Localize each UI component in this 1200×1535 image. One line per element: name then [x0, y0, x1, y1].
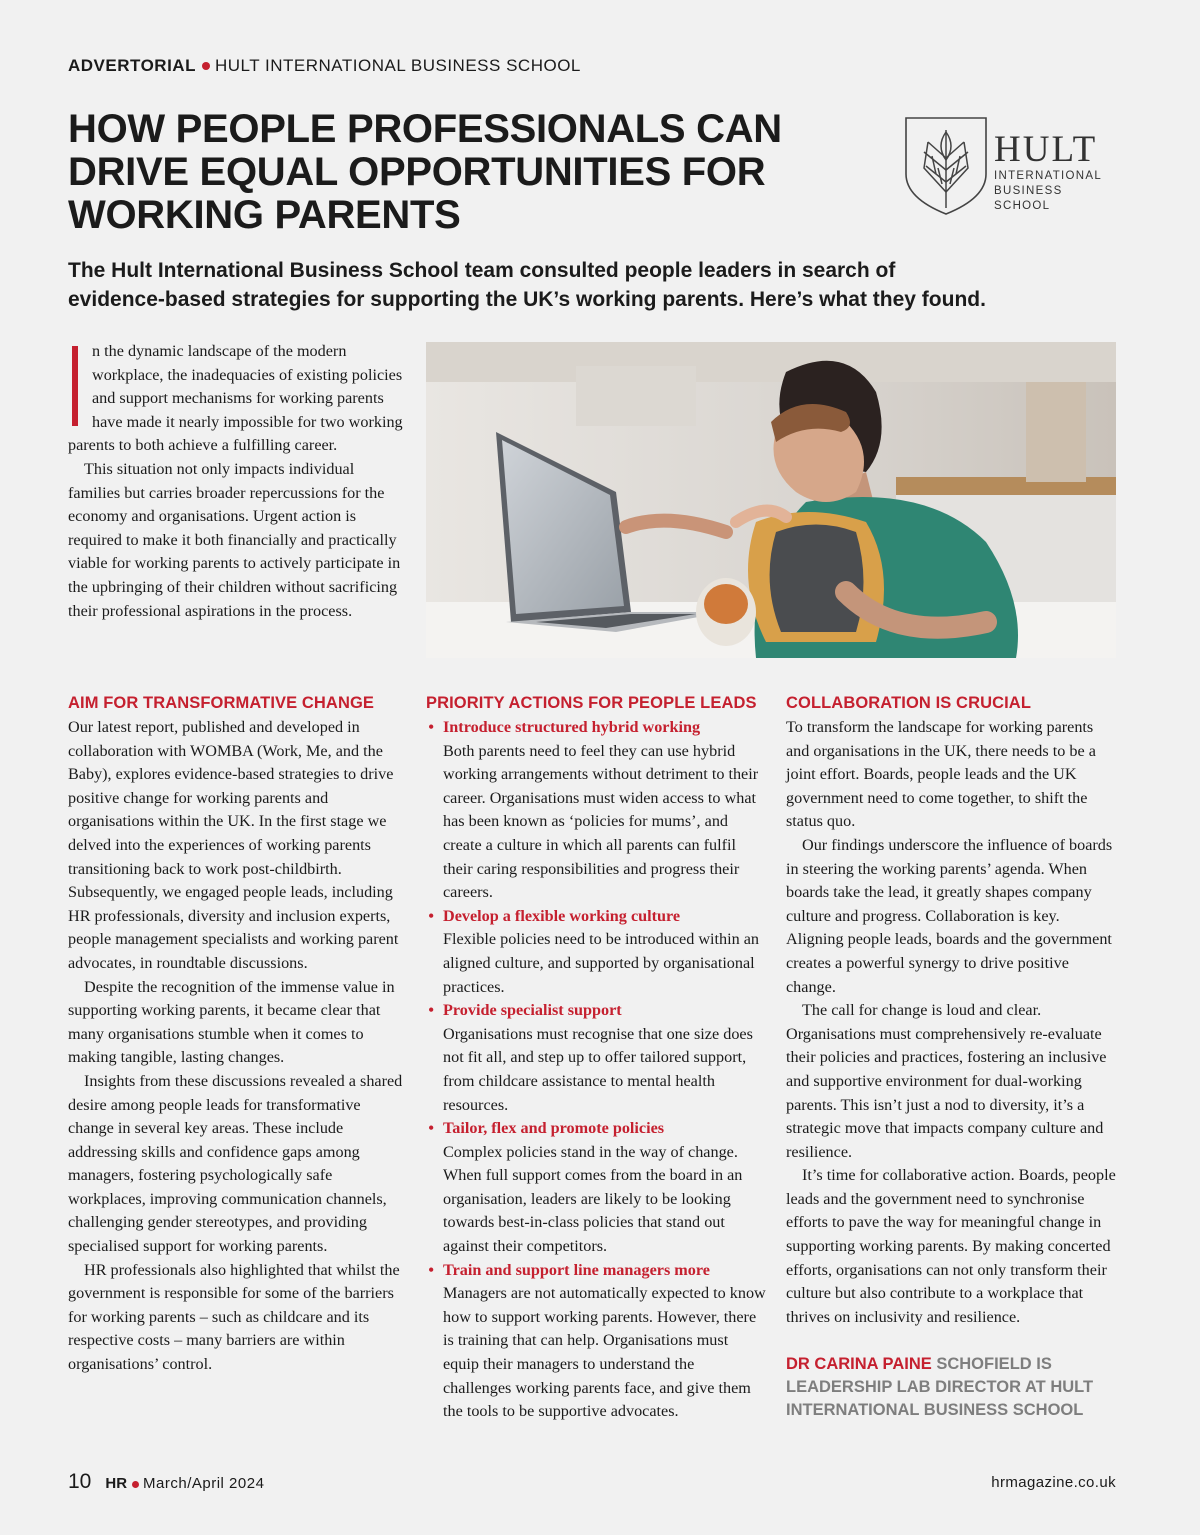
body-paragraph: Despite the recognition of the immense value in supporting working parents, it became clear that many organisations stumble when it comes to making tangible, lasting changes.	[68, 977, 395, 1067]
body-paragraph: To transform the landscape for working parents and organisations in the UK, there needs to be a joint effort. Boards, people leads and the UK government need to come together, to shift the status quo.	[786, 718, 1096, 831]
section-heading: AIM FOR TRANSFORMATIVE CHANGE	[68, 694, 374, 712]
headline-line: HOW PEOPLE PROFESSIONALS CAN	[68, 107, 782, 151]
footer-dot	[132, 1481, 139, 1488]
list-item	[426, 1259, 766, 1424]
list-item-body: Organisations must recognise that one size does not fit all, and step up to offer tailored support, from childcare assistance to mental health resources.	[443, 1024, 753, 1114]
magazine-name: HR	[105, 1475, 128, 1492]
author-byline	[786, 1353, 1120, 1422]
intro-paragraph-text: n the dynamic landscape of the modern workplace, the inadequacies of existing policies and support mechanisms for working parents have made it nearly impossible for two working parents to both achieve a fulfilling career.	[68, 342, 403, 455]
father-child-laptop-photo	[426, 342, 1116, 658]
page-number: 10	[68, 1470, 92, 1493]
standfirst	[68, 256, 1138, 314]
body-paragraph: Our latest report, published and developed in collaboration with WOMBA (Work, Me, and the Baby), explores evidence-based strategies to drive positive change for working parents and organisations within the UK. In the first stage we delved into the experiences of working parents transitioning back to work post-childbirth. Subsequently, we engaged people leads, including HR professionals, diversity and inclusion experts, people management specialists and working parent advocates, in roundtable discussions.	[68, 718, 399, 972]
intro-text	[68, 340, 404, 623]
column-collaboration	[786, 692, 1120, 1422]
column-priority-actions	[426, 692, 766, 1424]
body-paragraph: Insights from these discussions revealed a shared desire among people leads for transformative change in several key areas. These include addressing skills and confidence gaps among managers, fostering psychologically safe workplaces, improving communication channels, challenging gender stereotypes, and providing specialised support for working parents.	[68, 1071, 403, 1256]
standfirst-line: The Hult International Business School team consulted people leaders in search of	[68, 259, 896, 282]
body-paragraph: Our findings underscore the influence of boards in steering the working parents’ agenda. When boards take the lead, it greatly shapes company culture and progress. Collaboration is key. Aligning people leads, boards and the government creates a powerful synergy to drive positive change.	[786, 835, 1113, 996]
body-paragraph: It’s time for collaborative action. Boards, people leads and the government need to synchronise efforts to pave the way for meaningful change in supporting working parents. By making concerted efforts, organisations can not only transform their culture but also contribute to a workplace that thrives on inclusivity and resilience.	[786, 1166, 1116, 1326]
list-item-body: Managers are not automatically expected to know how to support working parents. However, there is training that can help. Organisations must equip their managers to understand the challenges working parents face, and give them the tools to be supportive advocates.	[443, 1284, 766, 1421]
list-item-title: • Develop a flexible working culture	[443, 906, 681, 925]
logo-subtitle-line: INTERNATIONAL	[994, 170, 1103, 182]
headline-line: DRIVE EQUAL OPPORTUNITIES FOR	[68, 150, 766, 194]
body-paragraph: The call for change is loud and clear. Organisations must comprehensively re-evaluate their policies and practices, fostering an inclusive and supportive environment for dual-working parents. This isn’t just a nod to diversity, it’s a strategic move that impacts company culture and resilience.	[786, 1001, 1107, 1161]
section-heading: PRIORITY ACTIONS FOR PEOPLE LEADS	[426, 694, 757, 712]
hult-logo	[902, 112, 1118, 218]
list-item-title: • Tailor, flex and promote policies	[443, 1119, 665, 1138]
list-item-body: Complex policies stand in the way of change. When full support comes from the board in an organisation, leaders are likely to be looking towards best-in-class policies that stand out against their competitors.	[443, 1142, 743, 1256]
list-item	[426, 716, 766, 905]
body-paragraph: HR professionals also highlighted that whilst the government is responsible for some of the barriers for working parents – such as childcare and its respective costs – many barriers are within organisations’ control.	[68, 1260, 400, 1374]
list-item-title: • Train and support line managers more	[443, 1260, 710, 1279]
kicker-sponsor: HULT INTERNATIONAL BUSINESS SCHOOL	[214, 56, 581, 75]
list-item	[426, 1117, 766, 1259]
priority-actions-list	[426, 716, 766, 1424]
standfirst-line: evidence-based strategies for supporting the UK’s working parents. Here’s what they found.	[68, 288, 986, 311]
kicker-dot	[202, 62, 210, 70]
column-transformative-change	[68, 692, 404, 1377]
kicker-label: ADVERTORIAL	[68, 56, 196, 75]
footer-url: hrmagazine.co.uk	[991, 1474, 1116, 1491]
footer-folio	[68, 1470, 264, 1494]
list-item-body: Flexible policies need to be introduced within an aligned culture, and supported by organisational practices.	[443, 930, 760, 996]
list-item-title: • Introduce structured hybrid working	[443, 718, 701, 736]
drop-cap	[68, 344, 84, 430]
list-item	[426, 905, 766, 999]
list-item-title: • Provide specialist support	[443, 1001, 622, 1020]
intro-paragraph	[68, 340, 404, 458]
author-name: DR CARINA PAINE	[786, 1355, 932, 1374]
logo-wordmark: HULT	[994, 129, 1098, 170]
leaf-shield-icon	[902, 112, 990, 218]
issue-date: March/April 2024	[143, 1475, 265, 1492]
headline-line: WORKING PARENTS	[68, 193, 461, 237]
list-item-body: Both parents need to feel they can use hybrid working arrangements without detriment to their career. Organisations must widen access to what has been known as ‘policies for mums’, and create a culture in which all parents can fulfil their caring responsibilities and progress their careers.	[443, 741, 759, 902]
intro-paragraph: This situation not only impacts individual families but carries broader repercussions for the economy and organisations. Urgent action is required to make it both financially and practically viable for working parents to actively participate in the upbringing of their children without sacrificing their professional aspirations in the process.	[68, 459, 401, 620]
headline	[68, 108, 868, 237]
kicker	[68, 56, 581, 76]
author-role: SCHOFIELD IS LEADERSHIP LAB DIRECTOR AT HULT INTERNATIONAL BUSINESS SCHOOL	[786, 1355, 1094, 1420]
logo-subtitle	[994, 169, 1118, 214]
section-heading: COLLABORATION IS CRUCIAL	[786, 694, 1031, 712]
list-item	[426, 999, 766, 1117]
logo-subtitle-line: BUSINESS SCHOOL	[994, 185, 1063, 212]
